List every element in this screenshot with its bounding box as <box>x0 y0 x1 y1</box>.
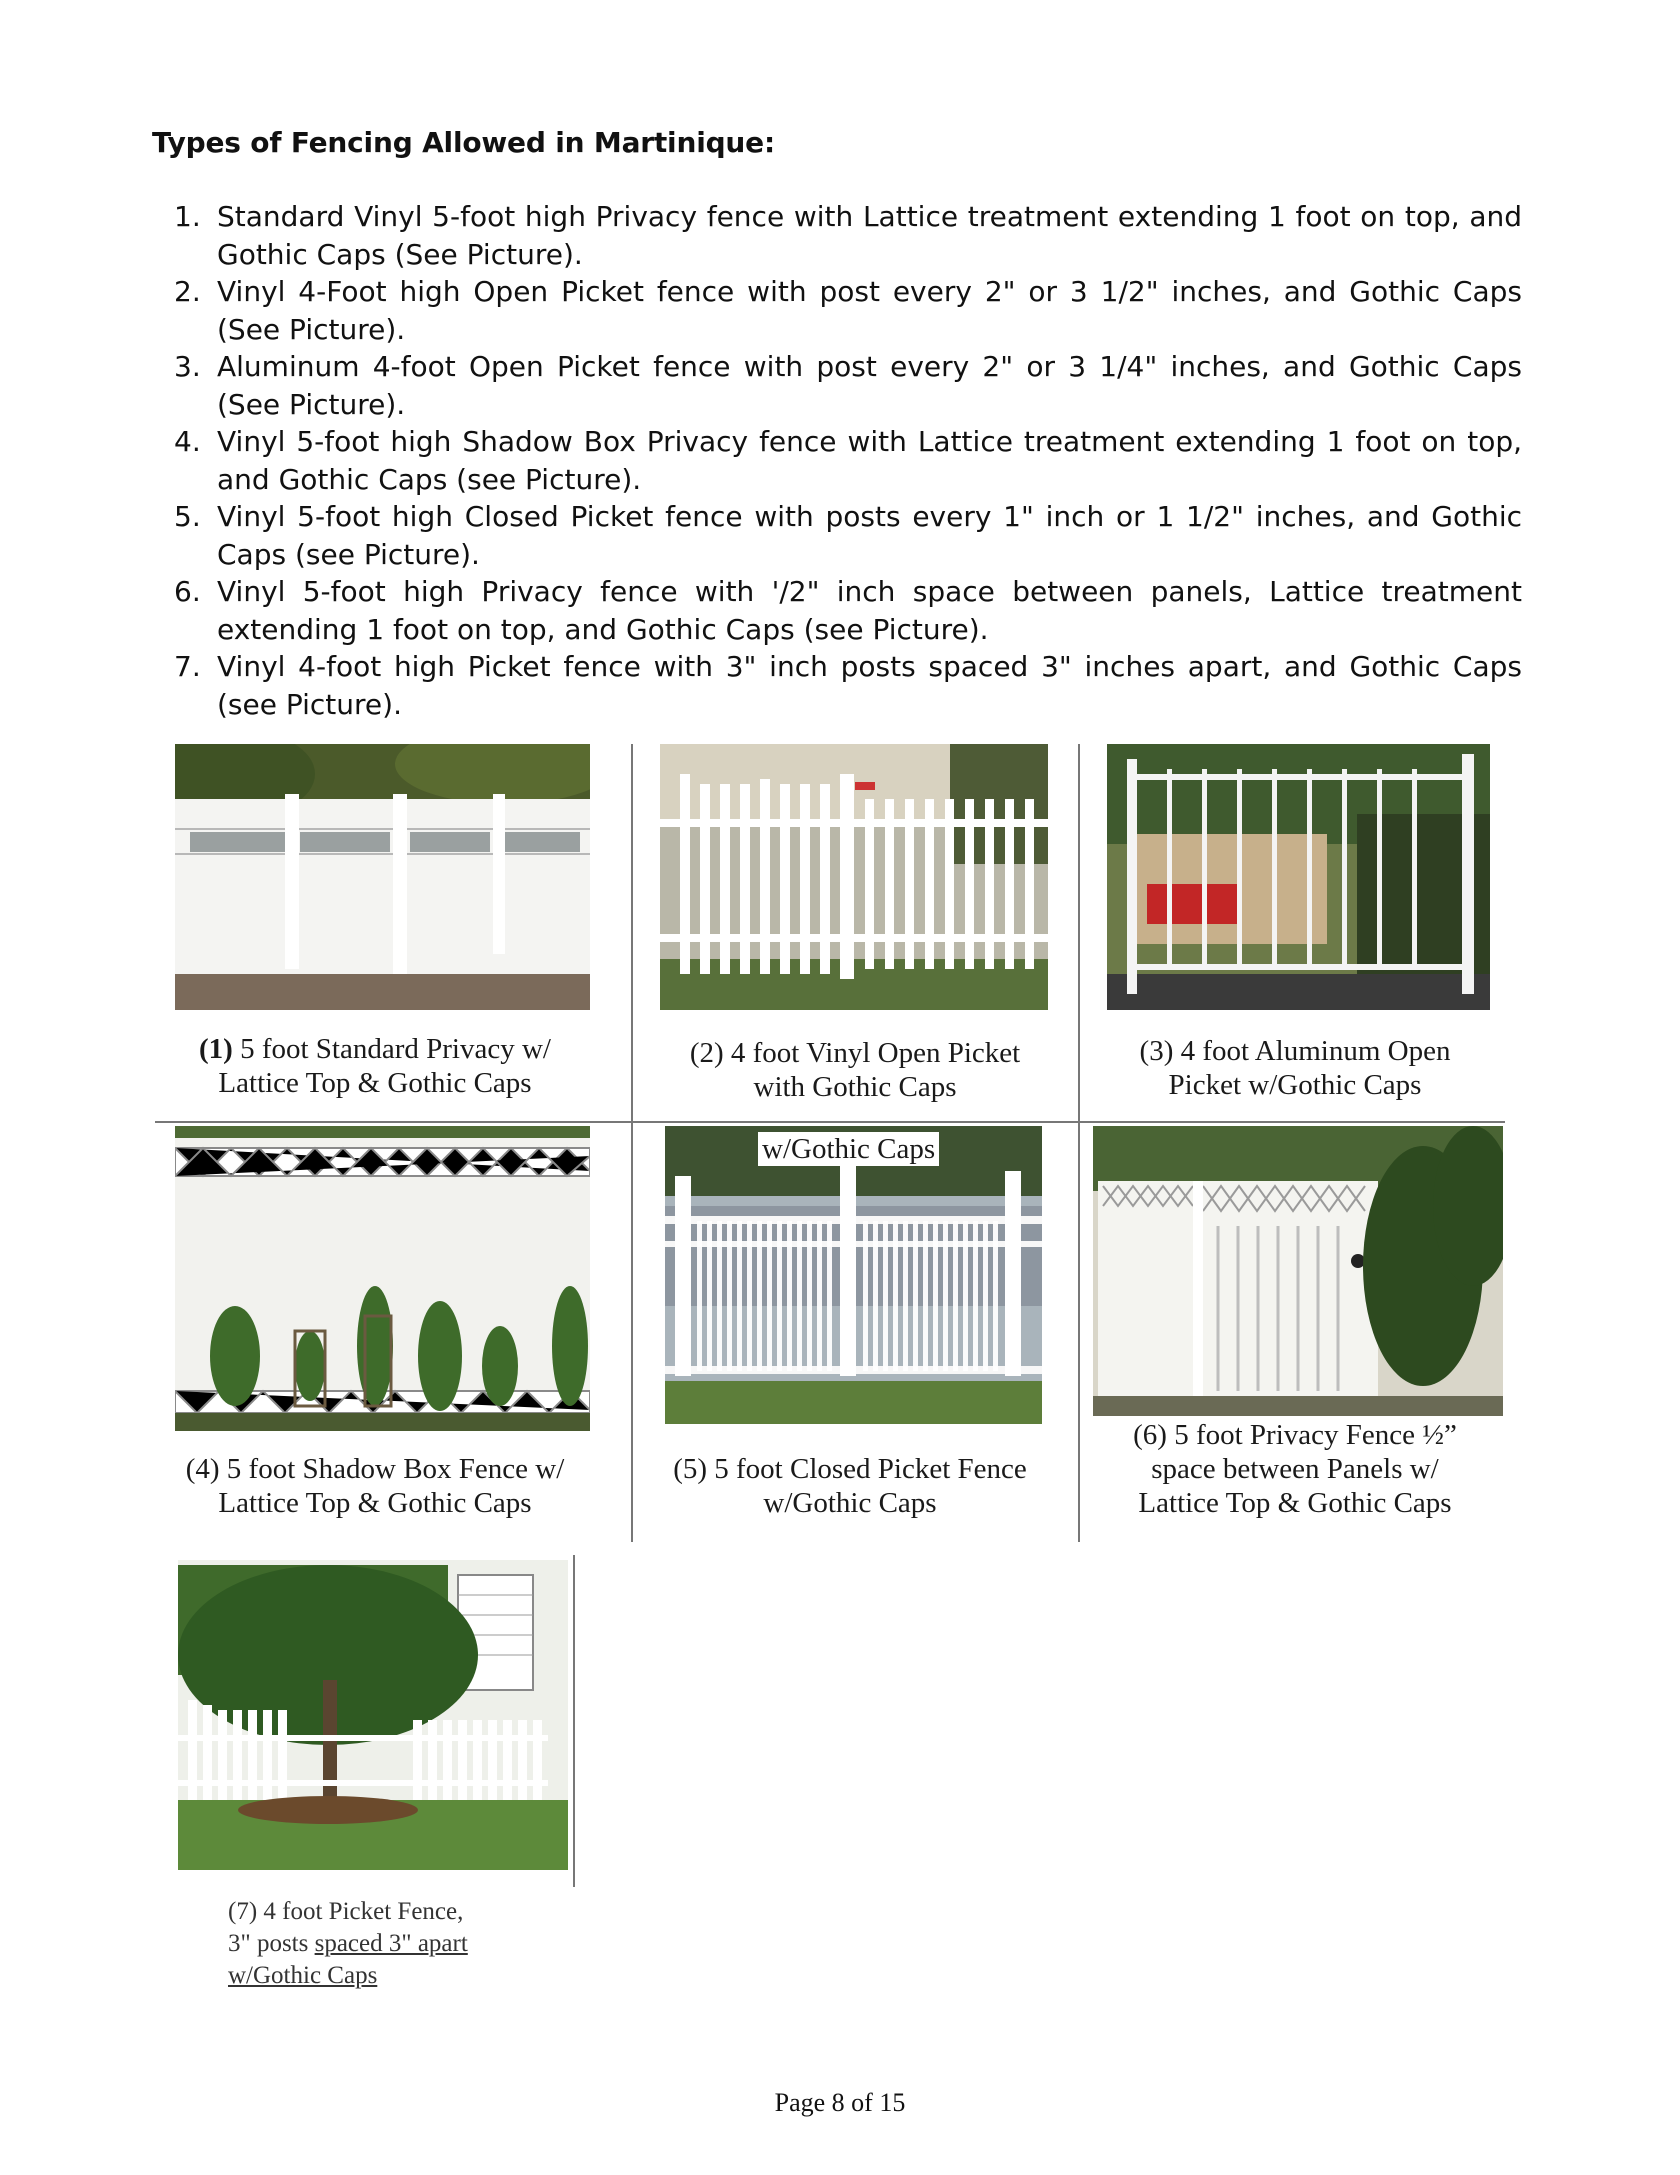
fence-photo-4 <box>175 1126 590 1431</box>
list-item: 7. Vinyl 4-foot high Picket fence with 3" inch posts spaced 3" inches apart, and Gothic Caps (see Picture). <box>174 650 1522 721</box>
photo-5-overlay-label: w/Gothic Caps <box>758 1132 939 1166</box>
fence-photo-6 <box>1093 1126 1503 1416</box>
caption-4: (4) 5 foot Shadow Box Fence w/ Lattice Top & Gothic Caps <box>185 1453 565 1519</box>
list-item: 5. Vinyl 5-foot high Closed Picket fence with posts every 1" inch or 1 1/2" inches, and Gothic Caps (see Picture). <box>174 500 1522 571</box>
fence-photo-7 <box>158 1560 568 1870</box>
fence-types-list <box>152 198 1522 723</box>
caption-2: (2) 4 foot Vinyl Open Picket with Gothic Caps <box>689 1037 1021 1103</box>
fence-photo-1 <box>175 744 590 1010</box>
caption-1: (1) 5 foot Standard Privacy w/ Lattice Top & Gothic Caps <box>199 1033 551 1099</box>
fence-photo-3 <box>1107 744 1490 1010</box>
grid-divider <box>155 1121 1505 1123</box>
caption-5: (5) 5 foot Closed Picket Fence w/Gothic Caps <box>673 1453 1027 1519</box>
list-item: 4. Vinyl 5-foot high Shadow Box Privacy fence with Lattice treatment extending 1 foot on top, and Gothic Caps (see Picture). <box>174 425 1522 496</box>
grid-divider <box>573 1555 575 1887</box>
caption-3: (3) 4 foot Aluminum Open Picket w/Gothic Caps <box>1139 1035 1451 1101</box>
list-item: 6. Vinyl 5-foot high Privacy fence with '/2" inch space between panels, Lattice treatment extending 1 foot on top, and Gothic Caps (see Picture). <box>174 575 1522 646</box>
page-footer: Page 8 of 15 <box>774 2088 906 2117</box>
fence-photo-5 <box>665 1126 1042 1424</box>
grid-divider <box>631 744 633 1542</box>
caption-7: (7) 4 foot Picket Fence, 3" posts spaced 3" apart w/Gothic Caps <box>228 1898 468 1989</box>
list-item: 1. Standard Vinyl 5-foot high Privacy fence with Lattice treatment extending 1 foot on top, and Gothic Caps (See Picture). <box>174 200 1522 271</box>
caption-6: (6) 5 foot Privacy Fence ½” space between Panels w/ Lattice Top & Gothic Caps <box>1133 1419 1457 1519</box>
grid-divider <box>1078 744 1080 1542</box>
list-item: 2. Vinyl 4-Foot high Open Picket fence with post every 2" or 3 1/2" inches, and Gothic Caps (See Picture). <box>174 275 1522 346</box>
page-heading: Types of Fencing Allowed in Martinique: <box>152 126 775 159</box>
fence-photo-2 <box>660 744 1048 1010</box>
list-item: 3. Aluminum 4-foot Open Picket fence with post every 2" or 3 1/4" inches, and Gothic Caps (See Picture). <box>174 350 1522 421</box>
